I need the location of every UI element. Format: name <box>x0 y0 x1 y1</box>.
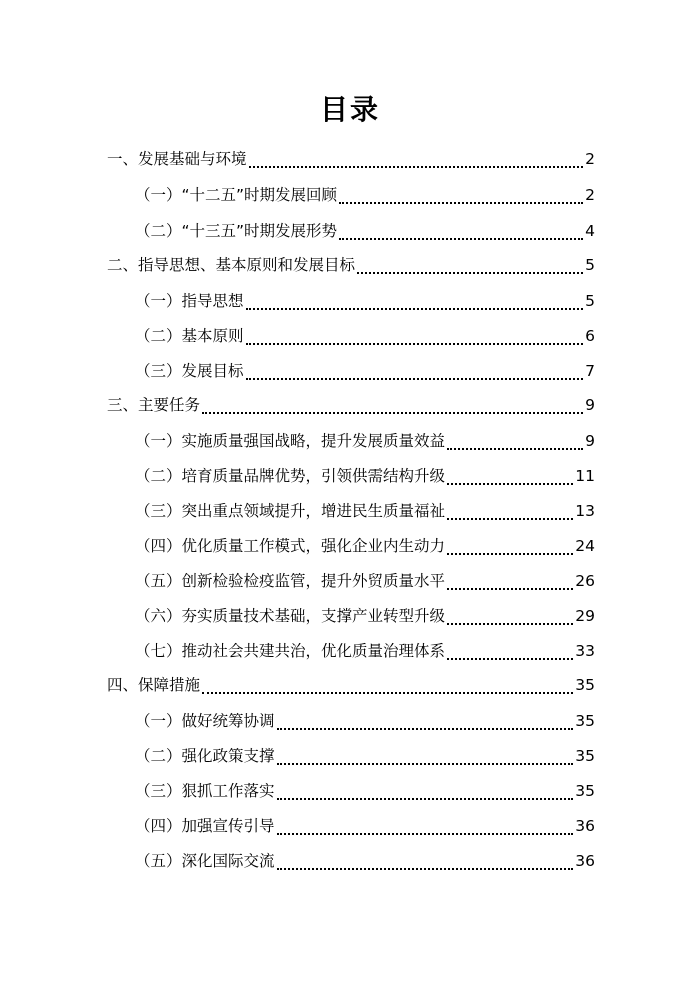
toc-entry-page: 4 <box>585 222 595 240</box>
toc-entry-page: 35 <box>575 747 595 765</box>
toc-entry[interactable] <box>107 674 595 696</box>
toc-entry-page: 6 <box>585 327 595 345</box>
dot-leader <box>246 294 584 310</box>
toc-entry-page: 36 <box>575 817 595 835</box>
toc-entry-label: （一）实施质量强国战略，提升发展质量效益 <box>135 432 446 450</box>
dot-leader <box>202 678 573 694</box>
dot-leader <box>357 258 583 274</box>
toc-entry-label: （二）强化政策支撑 <box>135 747 275 765</box>
toc-entry[interactable] <box>135 815 595 837</box>
page-title: 目录 <box>319 93 380 126</box>
toc-entry-label: 二、指导思想、基本原则和发展目标 <box>107 256 356 274</box>
dot-leader <box>277 749 574 765</box>
toc-entry[interactable] <box>135 220 595 242</box>
toc-entry-label: （七）推动社会共建共治，优化质量治理体系 <box>135 642 446 660</box>
toc-entry[interactable] <box>135 710 595 732</box>
dot-leader <box>447 434 583 450</box>
toc-entry-label: （三）发展目标 <box>135 362 244 380</box>
toc-entry-page: 11 <box>575 467 595 485</box>
dot-leader <box>277 784 574 800</box>
toc-entry-label: 一、发展基础与环境 <box>107 150 247 168</box>
toc-entry-page: 36 <box>575 852 595 870</box>
toc-entry[interactable] <box>135 535 595 557</box>
dot-leader <box>246 329 584 345</box>
toc-entry-page: 33 <box>575 642 595 660</box>
toc-entry-page: 9 <box>585 396 595 414</box>
toc-entry[interactable] <box>107 254 595 276</box>
toc-entry[interactable] <box>135 184 595 206</box>
dot-leader <box>277 854 574 870</box>
toc-entry-label: 三、主要任务 <box>107 396 201 414</box>
toc-entry[interactable] <box>135 500 595 522</box>
toc-entry-page: 5 <box>585 256 595 274</box>
dot-leader <box>447 539 573 555</box>
dot-leader <box>277 819 574 835</box>
toc-entry-page: 13 <box>575 502 595 520</box>
toc-entry-label: 四、保障措施 <box>107 676 201 694</box>
toc-entry-label: （二）基本原则 <box>135 327 244 345</box>
toc-entry-page: 29 <box>575 607 595 625</box>
toc-entry[interactable] <box>135 360 595 382</box>
toc-entry[interactable] <box>135 605 595 627</box>
toc-entry[interactable] <box>107 394 595 416</box>
toc-entry[interactable] <box>135 850 595 872</box>
dot-leader <box>447 574 573 590</box>
toc-entry[interactable] <box>135 640 595 662</box>
dot-leader <box>339 188 583 204</box>
toc-entry-label: （四）加强宣传引导 <box>135 817 275 835</box>
toc-entry-label: （一）做好统筹协调 <box>135 712 275 730</box>
dot-leader <box>277 714 574 730</box>
toc-entry[interactable] <box>135 745 595 767</box>
dot-leader <box>447 469 573 485</box>
toc-entry-label: （五）深化国际交流 <box>135 852 275 870</box>
toc-entry-label: （五）创新检验检疫监管，提升外贸质量水平 <box>135 572 446 590</box>
toc-entry[interactable] <box>135 325 595 347</box>
toc-entry-page: 35 <box>575 676 595 694</box>
toc-entry-label: （一）指导思想 <box>135 292 244 310</box>
toc-entry[interactable] <box>135 290 595 312</box>
dot-leader <box>246 364 584 380</box>
toc-entry[interactable] <box>107 148 595 170</box>
toc-entry-page: 35 <box>575 782 595 800</box>
toc-entry[interactable] <box>135 465 595 487</box>
dot-leader <box>339 224 583 240</box>
toc-entry-label: （二）“十三五”时期发展形势 <box>135 222 338 240</box>
toc-entry-page: 26 <box>575 572 595 590</box>
dot-leader <box>447 609 573 625</box>
toc-entry-label: （六）夯实质量技术基础，支撑产业转型升级 <box>135 607 446 625</box>
toc-entry[interactable] <box>135 780 595 802</box>
toc-entry-label: （三）突出重点领域提升，增进民生质量福祉 <box>135 502 446 520</box>
toc-entry-page: 24 <box>575 537 595 555</box>
toc-entry-label: （二）培育质量品牌优势，引领供需结构升级 <box>135 467 446 485</box>
toc-entry[interactable] <box>135 430 595 452</box>
toc-entry-page: 5 <box>585 292 595 310</box>
toc-entry-label: （四）优化质量工作模式，强化企业内生动力 <box>135 537 446 555</box>
toc-entry-page: 2 <box>585 186 595 204</box>
dot-leader <box>447 504 573 520</box>
dot-leader <box>249 152 584 168</box>
toc-entry-page: 35 <box>575 712 595 730</box>
dot-leader <box>447 644 573 660</box>
toc-entry[interactable] <box>135 570 595 592</box>
toc-entry-page: 7 <box>585 362 595 380</box>
toc-entry-label: （三）狠抓工作落实 <box>135 782 275 800</box>
toc-entry-label: （一）“十二五”时期发展回顾 <box>135 186 338 204</box>
toc-entry-page: 9 <box>585 432 595 450</box>
dot-leader <box>202 398 583 414</box>
toc-entry-page: 2 <box>585 150 595 168</box>
